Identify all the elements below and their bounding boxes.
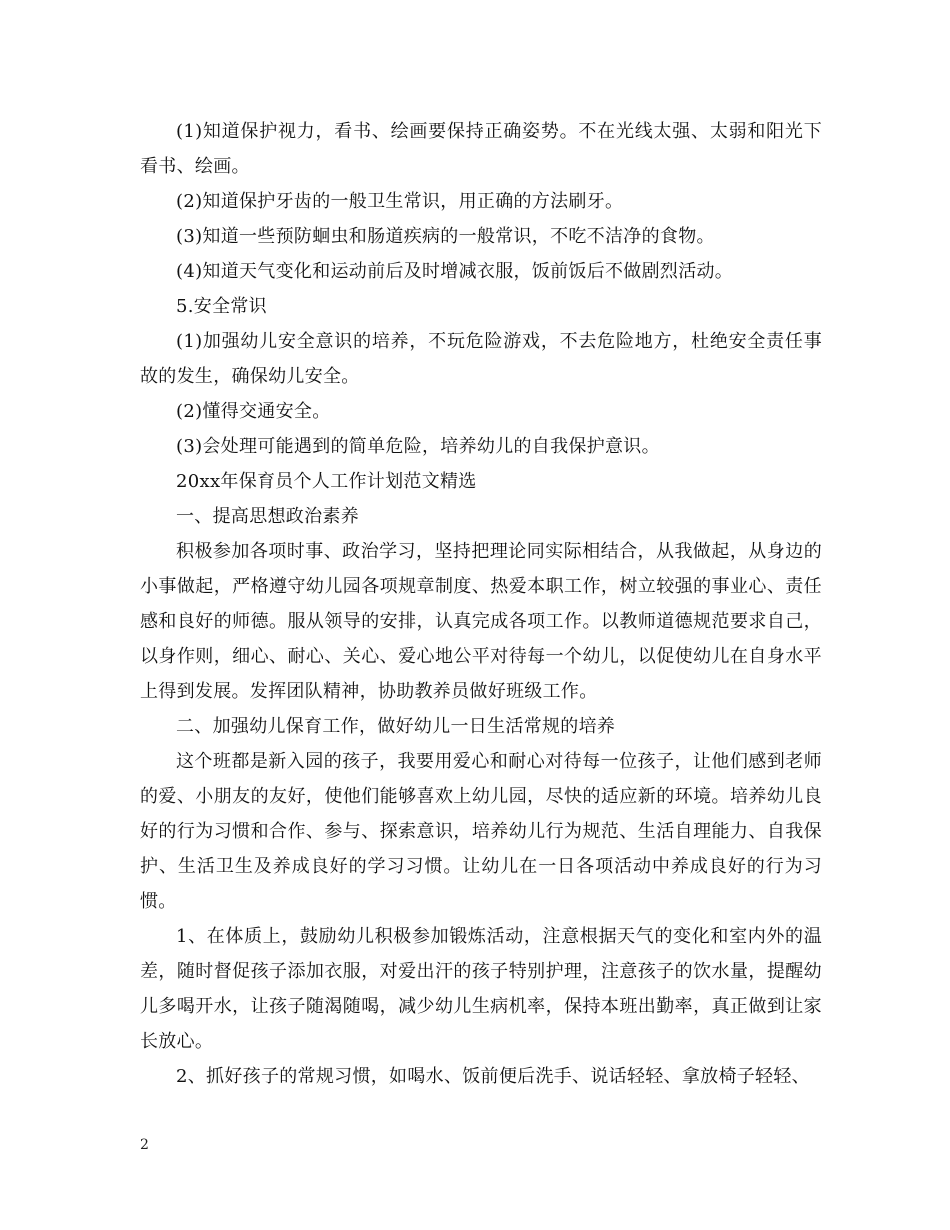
section-heading-childcare: 二、加强幼儿保育工作，做好幼儿一日生活常规的培养 [176,716,616,737]
section-heading-ideology: 一、提高思想政治素养 [176,506,359,527]
paragraph-self-protection: (3)会处理可能遇到的简单危险，培养幼儿的自我保护意识。 [176,436,660,457]
paragraph-teeth-care: (2)知道保护牙齿的一般卫生常识，用正确的方法刷牙。 [176,191,624,212]
paragraph-safety-awareness: (1)加强幼儿安全意识的培养，不玩危险游戏，不去危险地方，杜绝安全责任事故的发生，确保幼儿安全。 [140,331,822,387]
page-number: 2 [140,1137,149,1153]
paragraph-new-class: 这个班都是新入园的孩子，我要用爱心和耐心对待每一位孩子，让他们感到老师的爱、小朋友的友好，使他们能够喜欢上幼儿园，尽快的适应新的环境。培养幼儿良好的行为习惯和合作、参与、探索意识，培养幼儿行为规范、生活自理能力、自我保护、生活卫生及养成良好的学习习惯。让幼儿在一日各项活动中养成良好的行为习惯。 [140,751,822,912]
paragraph-vision-care: (1)知道保护视力，看书、绘画要保持正确姿势。不在光线太强、太弱和阳光下看书、绘画。 [140,121,822,177]
paragraph-traffic-safety: (2)懂得交通安全。 [176,401,331,422]
paragraph-physical-health: 1、在体质上，鼓励幼儿积极参加锻炼活动，注意根据天气的变化和室内外的温差，随时督促孩子添加衣服，对爱出汗的孩子特别护理，注意孩子的饮水量，提醒幼儿多喝开水，让孩子随渴随喝，减少幼儿生病机率，保持本班出勤率，真正做到让家长放心。 [140,926,822,1052]
paragraph-disease-prevention: (3)知道一些预防蛔虫和肠道疾病的一般常识，不吃不洁净的食物。 [176,226,715,247]
paragraph-ideology: 积极参加各项时事、政治学习，坚持把理论同实际相结合，从我做起，从身边的小事做起，严格遵守幼儿园各项规章制度、热爱本职工作，树立较强的事业心、责任感和良好的师德。服从领导的安排，认真完成各项工作。以教师道德规范要求自己，以身作则，细心、耐心、关心、爱心地公平对待每一个幼儿，以促使幼儿在自身水平上得到发展。发挥团队精神，协助教养员做好班级工作。 [140,541,822,702]
document-body [140,114,822,1094]
paragraph-routine-habits: 2、抓好孩子的常规习惯，如喝水、饭前便后洗手、说话轻轻、拿放椅子轻轻、 [176,1066,810,1087]
section-heading-safety: 5.安全常识 [176,296,267,317]
paragraph-weather-clothing: (4)知道天气变化和运动前后及时增减衣服，饭前饭后不做剧烈活动。 [176,261,734,282]
document-title: 20xx年保育员个人工作计划范文精选 [176,471,477,492]
